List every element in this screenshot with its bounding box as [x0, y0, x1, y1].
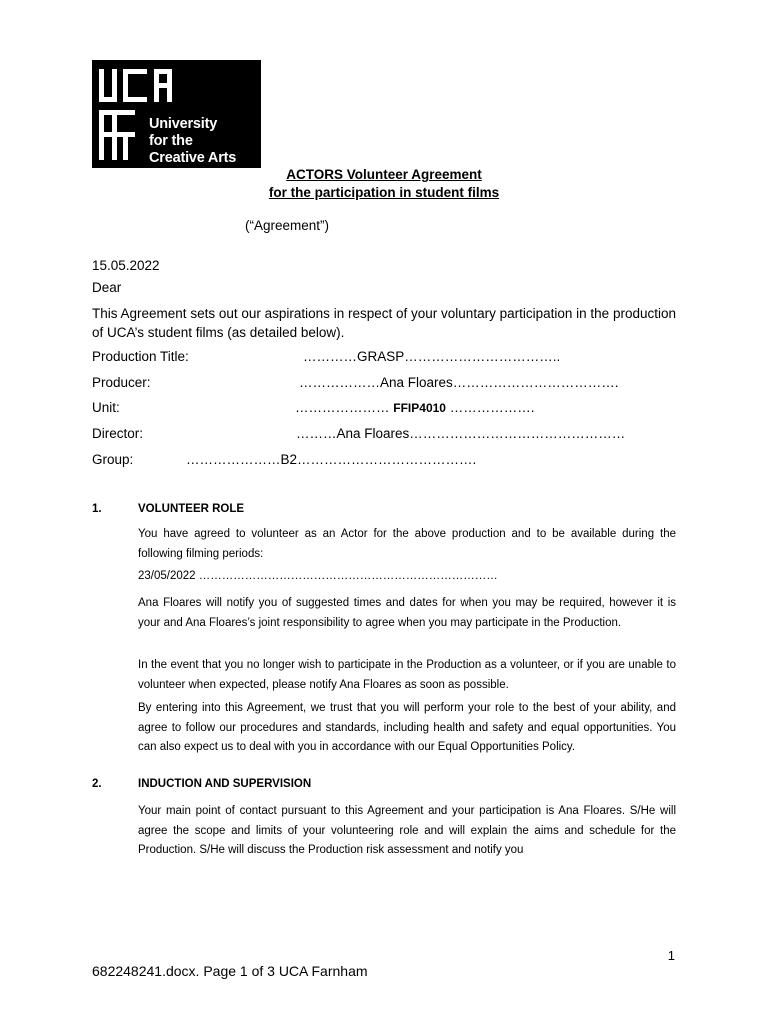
- section-2-number: 2.: [92, 778, 102, 790]
- logo-wordmark: [149, 116, 236, 167]
- unit-label: Unit:: [92, 400, 120, 415]
- unit-value: [295, 400, 534, 415]
- section-1-title: VOLUNTEER ROLE: [138, 503, 245, 515]
- intro-paragraph: This Agreement sets out our aspirations in respect of your voluntary participation in the production of UCA’s student films (as detailed below).: [92, 306, 676, 340]
- section-1-paragraph: By entering into this Agreement, we trust that you will perform your role to the best of your ability, and agree to follow our procedures and standards, including health and safety and equal opportunities. You can also expect us to deal with you in accordance with our Equal Opportunities Policy.: [138, 702, 676, 753]
- group-value: …………………B2………………………………….: [186, 452, 477, 467]
- production-title-label: Production Title:: [92, 349, 189, 364]
- unit-suffix: ……………….: [445, 400, 535, 415]
- footer-text: 682248241.docx. Page 1 of 3 UCA Farnham: [92, 963, 368, 979]
- filming-period: 23/05/2022 ……………………………………………………………………: [138, 570, 498, 582]
- document-title: ACTORS Volunteer Agreement: [286, 167, 482, 182]
- section-2-title: INDUCTION AND SUPERVISION: [138, 778, 312, 790]
- section-1-paragraph: You have agreed to volunteer as an Actor for the above production and to be available during the following filming periods:: [138, 528, 676, 560]
- uca-logo: [92, 60, 261, 168]
- director-label: Director:: [92, 426, 144, 441]
- section-2-paragraph: Your main point of contact pursuant to this Agreement and your participation is Ana Floares. S/He will agree the scope and limits of your volunteering role and will explain the aims and schedule for the Production. S/He will discuss the Production risk assessment and notify you: [138, 805, 676, 856]
- unit-code: FFIP4010: [393, 401, 446, 415]
- section-1-number: 1.: [92, 503, 102, 515]
- logo-line: for the: [149, 133, 193, 149]
- letter-date: 15.05.2022: [92, 258, 160, 273]
- section-1-paragraph: Ana Floares will notify you of suggested times and dates for when you may be required, however it is your and Ana Floares’s joint responsibility to agree when you may participate in the Production.: [138, 597, 676, 629]
- document-subtitle: for the participation in student films: [268, 185, 500, 200]
- director-value: ………Ana Floares…………………………………………: [296, 426, 626, 441]
- producer-label: Producer:: [92, 375, 151, 390]
- logo-line: Creative Arts: [149, 150, 237, 166]
- production-title-value: …………GRASP……………………………..: [303, 349, 561, 364]
- unit-prefix: …………………: [295, 400, 394, 415]
- section-1-paragraph: In the event that you no longer wish to participate in the Production as a volunteer, or if you are unable to volunteer when expected, please notify Ana Floares as soon as possible.: [138, 659, 676, 691]
- producer-value: ………………Ana Floares……………………………….: [299, 375, 619, 390]
- group-label: Group:: [92, 452, 134, 467]
- salutation: Dear: [92, 280, 122, 295]
- page-number: 1: [667, 948, 675, 963]
- agreement-tag: (“Agreement”): [245, 218, 330, 233]
- logo-line: University: [149, 116, 218, 132]
